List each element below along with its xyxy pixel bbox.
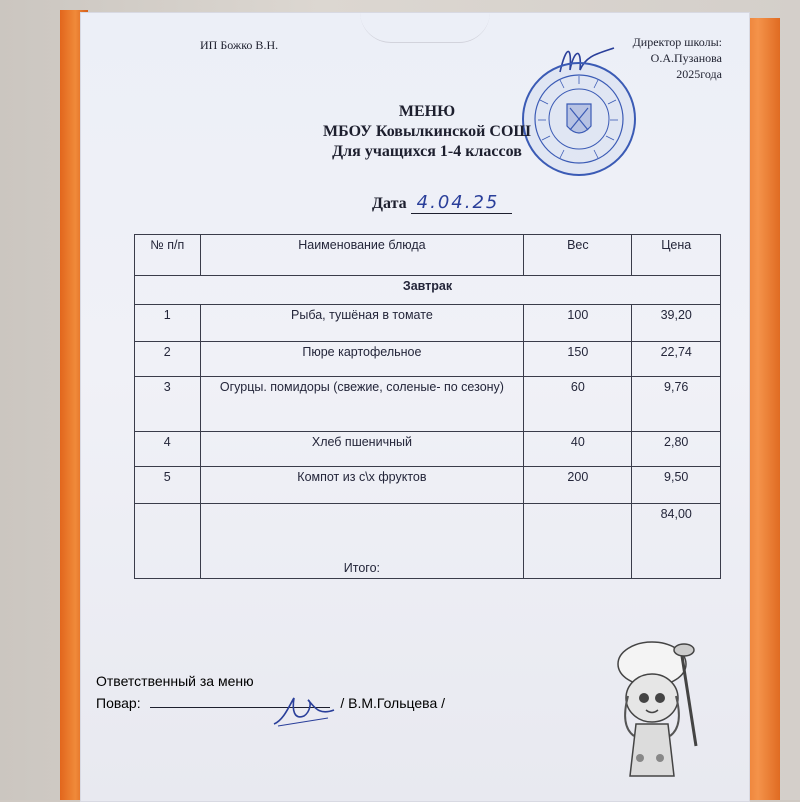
header-name: Наименование блюда [200,235,524,276]
vendor-name: ИП Божко В.Н. [200,38,279,52]
header-price: Цена [632,235,721,276]
row-dish: Огурцы. помидоры (свежие, соленые- по сезону) [200,377,524,432]
row-dish: Компот из с\х фруктов [200,467,524,504]
row-price: 2,80 [632,432,721,467]
table-row [135,377,721,432]
table-row [135,467,721,504]
row-price: 39,20 [632,305,721,342]
row-weight: 200 [524,467,632,504]
menu-title [92,102,762,162]
title-audience: Для учащихся 1-4 классов [332,143,522,160]
row-num: 3 [135,377,201,432]
title-school: МБОУ Ковылкинской СОШ [323,123,531,140]
approval-title: Директор школы: [632,35,722,49]
header-weight: Вес [524,235,632,276]
row-num: 1 [135,305,201,342]
row-price: 22,74 [632,342,721,377]
date-value: 4.04.25 [411,192,512,214]
cook-name: / В.М.Гольцева / [340,695,446,711]
row-weight: 150 [524,342,632,377]
row-price: 9,50 [632,467,721,504]
chef-girl-illustration [600,636,720,786]
title-menu: МЕНЮ [398,103,456,120]
row-dish: Хлеб пшеничный [200,432,524,467]
total-empty-cell [135,504,201,579]
row-weight: 100 [524,305,632,342]
date-row [372,192,512,214]
total-row [135,504,721,579]
menu-table [134,234,721,579]
header-num: № п/п [135,235,201,276]
cook-label: Повар: [96,695,141,711]
approval-year: 2025года [676,67,722,81]
total-weight-cell [524,504,632,579]
section-row [135,276,721,305]
total-label: Итого: [200,504,524,579]
table-row [135,432,721,467]
row-weight: 40 [524,432,632,467]
director-name: О.А.Пузанова [650,51,722,65]
table-row [135,305,721,342]
table-header-row [135,235,721,276]
row-num: 5 [135,467,201,504]
row-dish: Пюре картофельное [200,342,524,377]
responsible-label: Ответственный за меню [96,673,254,689]
section-breakfast: Завтрак [135,276,721,305]
row-weight: 60 [524,377,632,432]
row-price: 9,76 [632,377,721,432]
row-num: 2 [135,342,201,377]
date-label: Дата [372,195,407,212]
row-num: 4 [135,432,201,467]
total-value: 84,00 [632,504,721,579]
table-row [135,342,721,377]
row-dish: Рыба, тушёная в томате [200,305,524,342]
cook-signature [268,690,338,730]
